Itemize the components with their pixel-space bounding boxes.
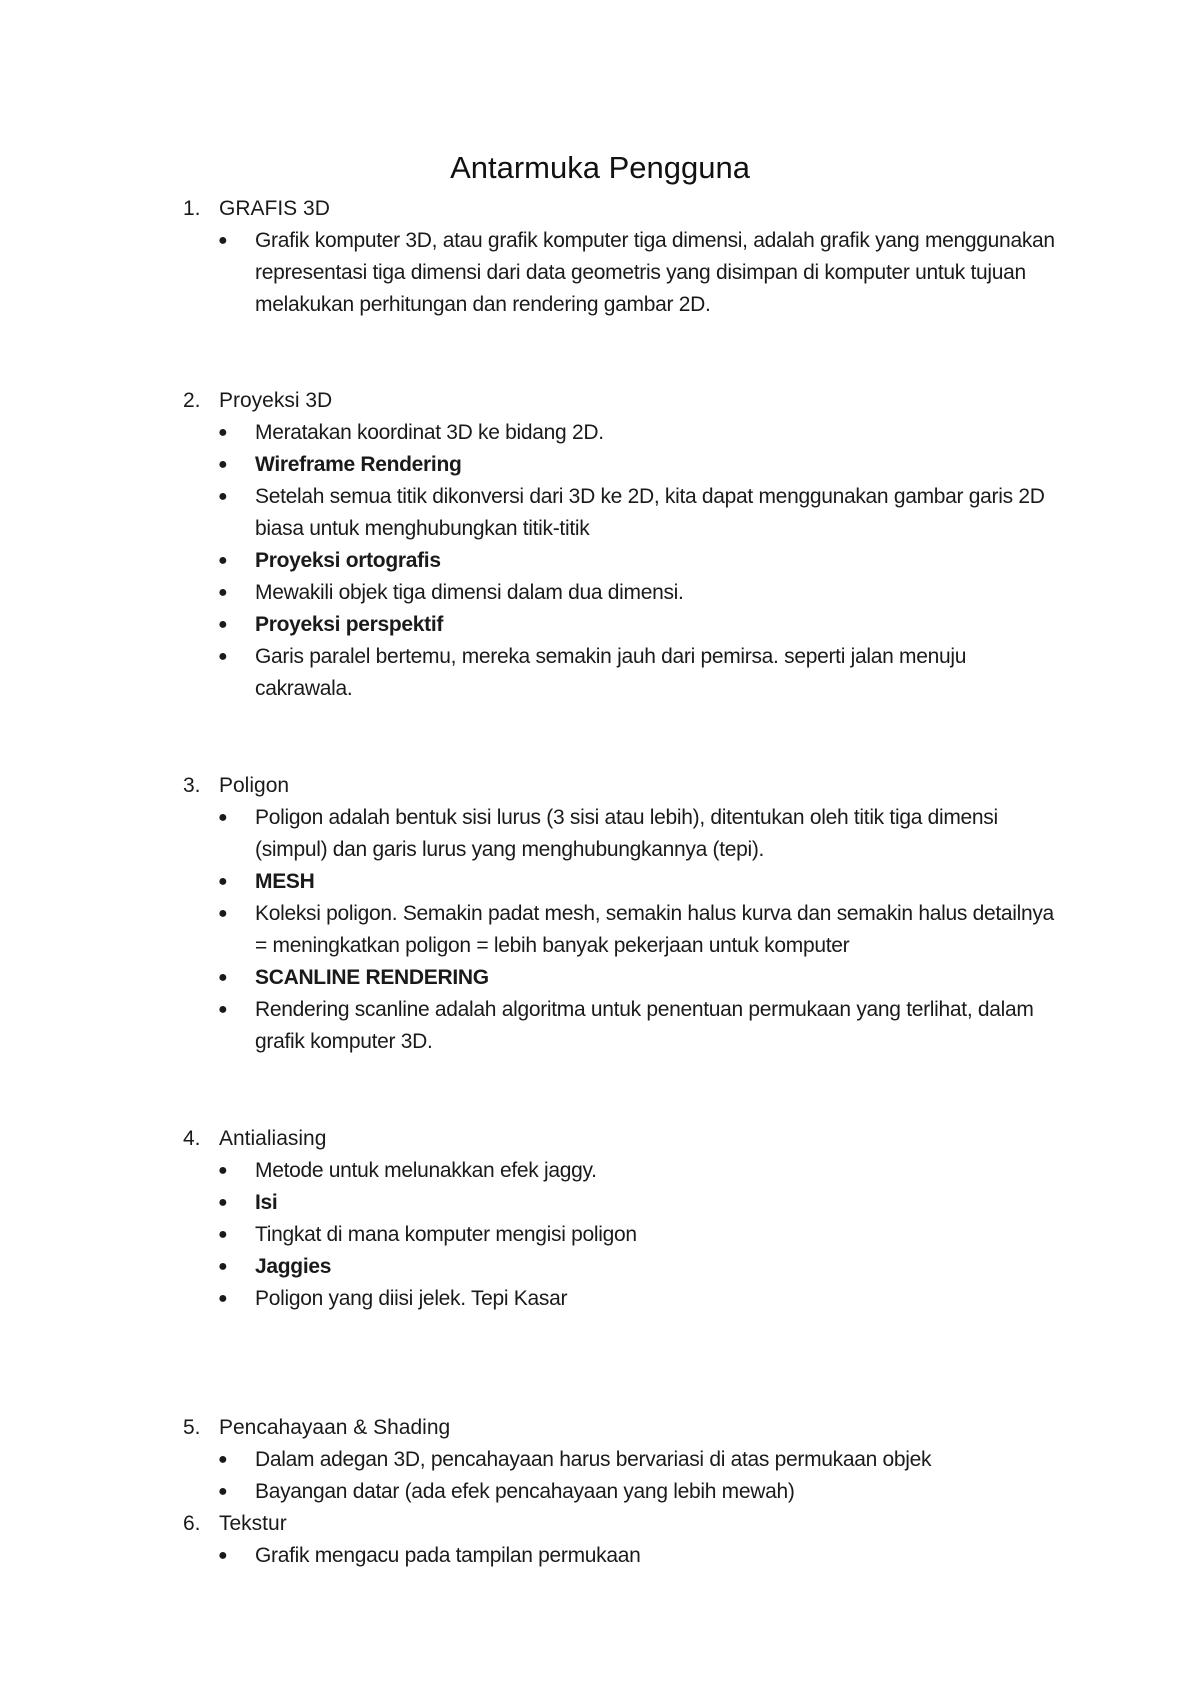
bullet-text: Metode untuk melunakkan efek jaggy. — [255, 1159, 597, 1182]
bullet-text: Proyeksi ortografis — [255, 549, 441, 572]
bullet-icon: ● — [218, 1483, 228, 1500]
bullet-item — [0, 545, 1055, 577]
section-heading-text: Proyeksi 3D — [219, 389, 333, 412]
bullet-icon: ● — [218, 1001, 228, 1018]
document-title: Antarmuka Pengguna — [450, 150, 750, 185]
section-heading — [183, 1412, 450, 1444]
bullet-item — [0, 802, 1055, 866]
bullet-text: Grafik mengacu pada tampilan permukaan — [255, 1544, 641, 1567]
bullet-icon: ● — [218, 488, 228, 505]
bullet-item — [0, 1251, 1055, 1283]
bullet-item — [0, 481, 1055, 545]
bullet-list — [0, 417, 1055, 705]
section-heading — [183, 1123, 326, 1155]
bullet-icon: ● — [218, 552, 228, 569]
bullet-item — [0, 1476, 1055, 1508]
bullet-text: Poligon adalah bentuk sisi lurus (3 sisi atau lebih), ditentukan oleh titik tiga dimensi (simpul) dan garis lurus yang menghubungkannya (tepi). — [255, 806, 998, 861]
bullet-icon: ● — [218, 1290, 228, 1307]
bullet-text: Garis paralel bertemu, mereka semakin jauh dari pemirsa. seperti jalan menuju cakrawala. — [255, 645, 967, 700]
bullet-icon: ● — [218, 1547, 228, 1564]
section-heading-text: Tekstur — [219, 1512, 287, 1535]
section-number: 4. — [183, 1127, 201, 1150]
bullet-icon: ● — [218, 584, 228, 601]
bullet-list — [0, 802, 1055, 1058]
bullet-item — [0, 577, 1055, 609]
bullet-item — [0, 1283, 1055, 1315]
bullet-icon: ● — [218, 648, 228, 665]
bullet-item — [0, 225, 1055, 321]
bullet-item — [0, 1444, 1055, 1476]
bullet-icon: ● — [218, 1258, 228, 1275]
bullet-text: MESH — [255, 870, 315, 893]
bullet-text: Rendering scanline adalah algoritma untuk penentuan permukaan yang terlihat, dalam grafik komputer 3D. — [255, 998, 1034, 1053]
bullet-list — [0, 1444, 1055, 1508]
section-heading — [183, 1508, 287, 1540]
bullet-item — [0, 866, 1055, 898]
section-number: 6. — [183, 1512, 201, 1535]
bullet-item — [0, 1540, 1055, 1572]
bullet-item — [0, 1187, 1055, 1219]
section-number: 3. — [183, 774, 201, 797]
bullet-icon: ● — [218, 1226, 228, 1243]
bullet-icon: ● — [218, 424, 228, 441]
bullet-text: Grafik komputer 3D, atau grafik komputer tiga dimensi, adalah grafik yang menggunakan representasi tiga dimensi dari data geometris yang disimpan di komputer untuk tujuan melakukan perhitungan dan rendering gambar 2D. — [255, 229, 1055, 316]
bullet-text: SCANLINE RENDERING — [255, 966, 489, 989]
section-heading-text: Antialiasing — [219, 1127, 327, 1150]
section-heading — [183, 193, 330, 225]
bullet-text: Koleksi poligon. Semakin padat mesh, semakin halus kurva dan semakin halus detailnya = meningkatkan poligon = lebih banyak pekerjaan untuk komputer — [255, 902, 1054, 957]
section-heading — [183, 770, 289, 802]
bullet-icon: ● — [218, 616, 228, 633]
bullet-item — [0, 898, 1055, 962]
bullet-list — [0, 1540, 1055, 1572]
bullet-item — [0, 609, 1055, 641]
bullet-item — [0, 1219, 1055, 1251]
bullet-item — [0, 449, 1055, 481]
bullet-icon: ● — [218, 232, 228, 249]
bullet-icon: ● — [218, 905, 228, 922]
section-number: 2. — [183, 389, 201, 412]
bullet-text: Jaggies — [255, 1255, 332, 1278]
section-heading-text: Poligon — [219, 774, 290, 797]
section-number: 5. — [183, 1416, 201, 1439]
bullet-text: Bayangan datar (ada efek pencahayaan yang lebih mewah) — [255, 1480, 795, 1503]
bullet-item — [0, 1155, 1055, 1187]
bullet-item — [0, 417, 1055, 449]
bullet-icon: ● — [218, 1451, 228, 1468]
bullet-list — [0, 1155, 1055, 1315]
bullet-text: Setelah semua titik dikonversi dari 3D ke 2D, kita dapat menggunakan gambar garis 2D biasa untuk menghubungkan titik-titik — [255, 485, 1045, 540]
bullet-icon: ● — [218, 873, 228, 890]
section-heading — [183, 385, 332, 417]
bullet-item — [0, 962, 1055, 994]
bullet-text: Proyeksi perspektif — [255, 613, 444, 636]
bullet-text: Poligon yang diisi jelek. Tepi Kasar — [255, 1287, 568, 1310]
bullet-list — [0, 225, 1055, 321]
section-heading-text: GRAFIS 3D — [219, 197, 330, 220]
bullet-item — [0, 994, 1055, 1058]
section-number: 1. — [183, 197, 201, 220]
bullet-icon: ● — [218, 809, 228, 826]
bullet-item — [0, 641, 1055, 705]
section-heading-text: Pencahayaan & Shading — [219, 1416, 451, 1439]
bullet-text: Isi — [255, 1191, 278, 1214]
bullet-icon: ● — [218, 456, 228, 473]
bullet-text: Tingkat di mana komputer mengisi poligon — [255, 1223, 637, 1246]
bullet-icon: ● — [218, 1162, 228, 1179]
bullet-text: Dalam adegan 3D, pencahayaan harus bervariasi di atas permukaan objek — [255, 1448, 932, 1471]
bullet-text: Wireframe Rendering — [255, 453, 462, 476]
bullet-text: Mewakili objek tiga dimensi dalam dua dimensi. — [255, 581, 684, 604]
bullet-icon: ● — [218, 969, 228, 986]
bullet-text: Meratakan koordinat 3D ke bidang 2D. — [255, 421, 604, 444]
bullet-icon: ● — [218, 1194, 228, 1211]
